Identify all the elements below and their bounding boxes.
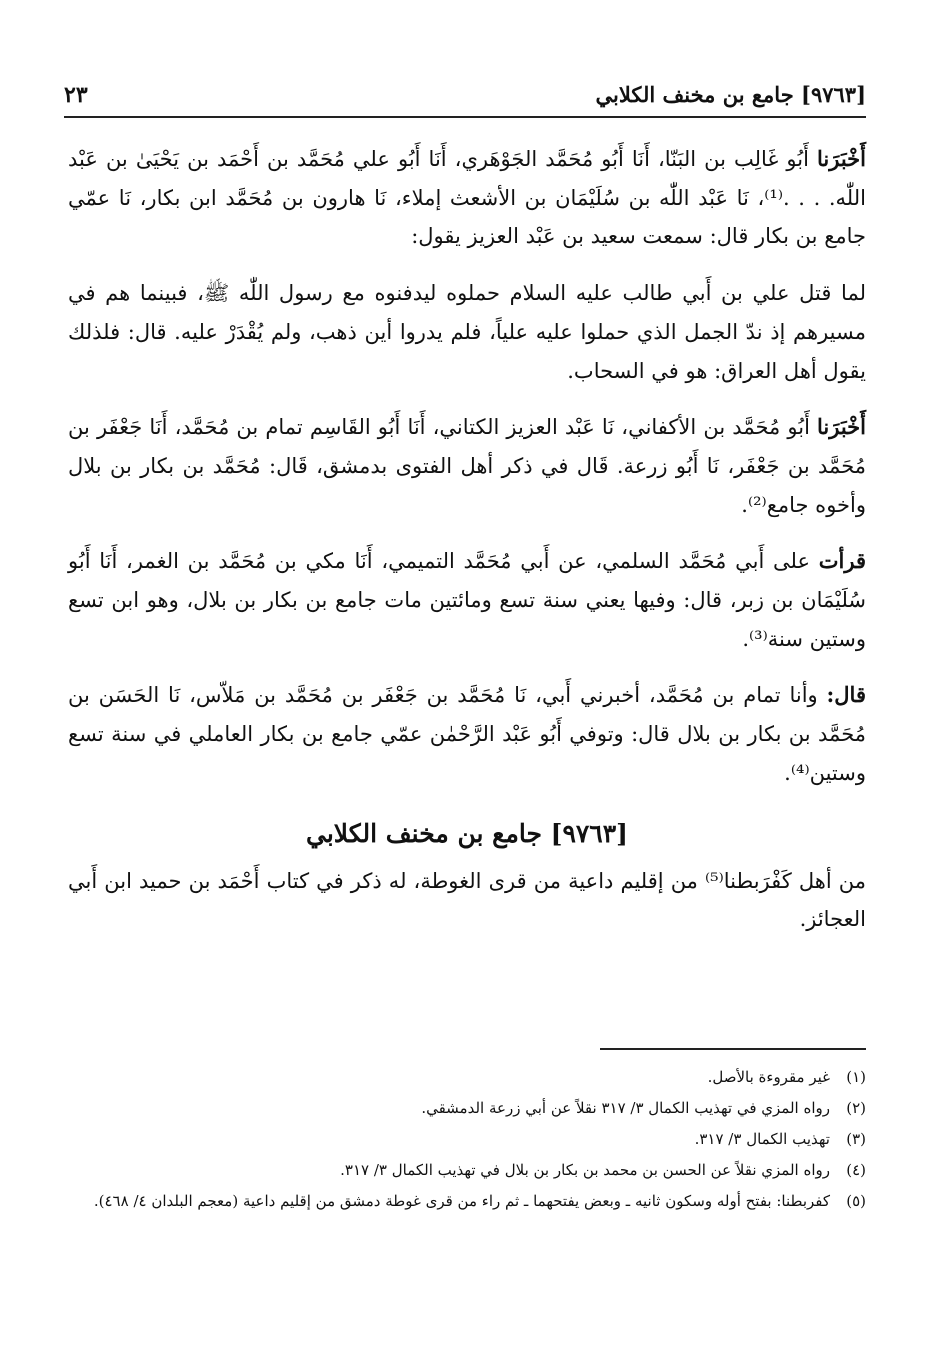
footnote-text: رواه المزي نقلاً عن الحسن بن محمد بن بكار بن بلال في تهذيب الكمال ٣/ ٣١٧. <box>340 1161 830 1179</box>
footnote-text: تهذيب الكمال ٣/ ٣١٧. <box>694 1130 830 1148</box>
paragraph-text: أَبُو غَالِب بن البَنّا، أَنَا أَبُو مُحَمَّد الجَوْهَري، أَنَا أَبُو علي مُحَمَّد بن أَحْمَد بن يَحْيَىٰ بن عَبْد اللّٰه. . . .⁽¹⁾، نَا عَبْد اللّٰه بن سُلَيْمَان بن الأشعث إملاء، نَا هارون بن مُحَمَّد ابن بكار، نَا عمّي جامع بن بكار قال: سمعت سعيد بن عَبْد العزيز يقول: <box>68 147 866 249</box>
paragraph-text: أَبُو مُحَمَّد بن الأكفاني، نَا عَبْد العزيز الكتاني، أَنَا أَبُو القَاسِم تمام بن مُحَمَّد، أَنَا جَعْفَر بن مُحَمَّد بن جَعْفَر، نَا أَبُو زرعة. قَال في ذكر أهل الفتوى بدمشق، قَال: مُحَمَّد بن بكار بن بلال وأخوه جامع⁽²⁾. <box>68 415 866 517</box>
footnote-text: رواه المزي في تهذيب الكمال ٣/ ٣١٧ نقلاً عن أبي زرعة الدمشقي. <box>421 1099 830 1117</box>
main-text <box>68 140 866 957</box>
page-header <box>64 82 866 118</box>
paragraph-lead: أَخْبَرَنا <box>817 146 866 171</box>
paragraph <box>68 676 866 792</box>
paragraph-lead: أَخْبَرَنا <box>817 414 866 440</box>
footnote <box>64 1155 866 1186</box>
footnote-text: غير مقروءة بالأصل. <box>707 1068 830 1086</box>
footnote <box>64 1093 866 1124</box>
paragraph <box>68 140 866 256</box>
footnote <box>64 1124 866 1155</box>
footnote-number: (٤) <box>846 1161 866 1179</box>
paragraph <box>68 542 866 658</box>
section-title: [٩٧٦٣] جامع بن مخنف الكلابي <box>306 818 628 848</box>
footnote <box>64 1186 866 1217</box>
footnote-number: (٥) <box>846 1192 866 1210</box>
section-paragraph: من أهل كَفْرَبطنا⁽⁵⁾ من إقليم داعية من قرى الغوطة، له ذكر في كتاب أَحْمَد بن حميد ابن أَبي العجائز. <box>68 868 866 932</box>
paragraph <box>68 408 866 524</box>
page-number: ٢٣ <box>64 82 88 108</box>
footnote-number: (٢) <box>846 1099 866 1117</box>
paragraph-text: لما قتل علي بن أَبي طالب عليه السلام حملوه ليدفنوه مع رسول اللّٰه ﷺ، فبينما هم في مسيرهم إذ ندّ الجمل الذي حملوا عليه علياً، فلم يدروا أين ذهب، ولم يُقْدَرْ عليه. قال: فلذلك يقول أهل العراق: هو في السحاب. <box>68 281 866 383</box>
paragraph-text: وأنا تمام بن مُحَمَّد، أخبرني أَبي، نَا مُحَمَّد بن جَعْفَر بن مُحَمَّد بن مَلاّس، نَا الحَسَن بن مُحَمَّد بن بكار بن بلال قال: وتوفي أَبُو عَبْد الرَّحْمٰن عمّي جامع بن بكار العاملي في سنة تسع وستين⁽⁴⁾. <box>68 683 866 785</box>
running-title: [٩٧٦٣] جامع بن مخنف الكلابي <box>595 82 866 107</box>
paragraph-lead: قرأت <box>818 548 866 574</box>
footnotes <box>64 1062 866 1217</box>
paragraph <box>68 274 866 390</box>
footnote-text: كفربطنا: بفتح أوله وسكون ثانيه ـ وبعض يفتحهما ـ ثم راء من قرى غوطة دمشق من إقليم داعية (معجم البلدان ٤/ ٤٦٨). <box>93 1192 830 1210</box>
footnote-number: (٣) <box>846 1130 866 1148</box>
footnote-number: (١) <box>846 1068 866 1086</box>
paragraph-text: على أَبي مُحَمَّد السلمي، عن أَبي مُحَمَّد التميمي، أَنَا مكي بن مُحَمَّد بن الغمر، أَنَا أَبُو سُلَيْمَان بن زبر، قال: وفيها يعني سنة تسع ومائتين مات جامع بن بكار بن بلال، وهو ابن تسع وستين سنة⁽³⁾. <box>68 549 866 651</box>
paragraph-lead: قال: <box>826 682 866 708</box>
footnote <box>64 1062 866 1093</box>
footnote-separator <box>600 1048 866 1050</box>
